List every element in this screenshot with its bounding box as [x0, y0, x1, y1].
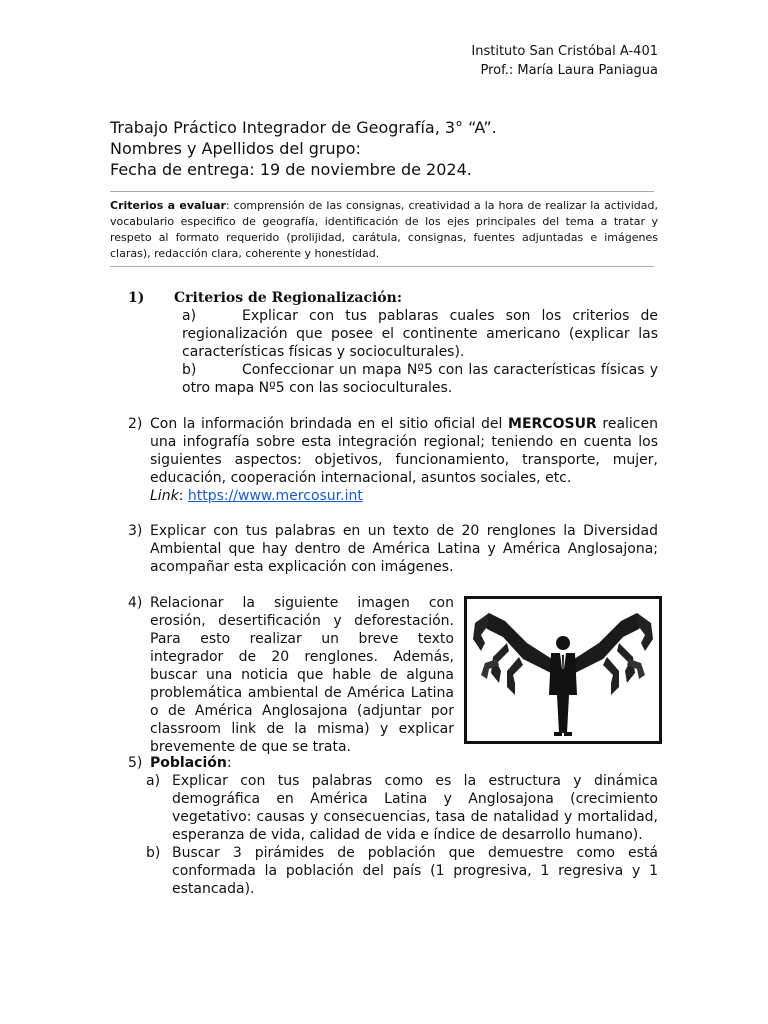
q2-number: 2) [128, 416, 143, 432]
man-with-excavator-wings-icon [467, 599, 659, 741]
q4-number: 4) [128, 595, 143, 611]
q1-heading: Criterios de Regionalización: [174, 290, 402, 306]
link-label: Link [150, 488, 179, 504]
document-title [110, 117, 497, 180]
q2-text: Con la información brindada en el sitio oficial del MERCOSUR realicen una infografía sobre esta integración regional; teniendo en cuenta los siguientes aspectos: objetivos, funcionamiento, transporte, mujer, educación, cooperación internacional, asuntos sociales, etc. Link: https://www.mercosur.int [150, 416, 658, 504]
excavator-wings-image [464, 596, 662, 744]
title-line-2: Nombres y Apellidos del grupo: [110, 139, 361, 158]
divider-top [110, 191, 654, 192]
q5-a-text: Explicar con tus palabras como es la estructura y dinámica demográfica en América Latina y Anglosajona (crecimiento vegetativo: causas y consecuencias, tasa de natalidad y mortalidad, esperanza de vida, calidad de vida e índice de desarrollo humano). [172, 773, 658, 843]
document-header [471, 42, 658, 80]
q1-item-a [182, 307, 658, 361]
q1-number: 1) [128, 290, 145, 306]
q3-number: 3) [128, 523, 143, 539]
q1-b-text: Confeccionar un mapa Nº5 con las características físicas y otro mapa Nº5 con las socioculturales. [182, 362, 658, 396]
criteria-text: : comprensión de las consignas, creatividad a la hora de realizar la actividad, vocabulario especifico de geografía, identificación de los ejes principales del tema a tratar y respeto al formato requerido (prolijidad, carátula, consignas, fuentes adjuntadas e imágenes claras), redacción clara, coherente y honestidad. [110, 199, 658, 260]
institution-name: Instituto San Cristóbal A-401 [471, 44, 658, 59]
criteria-label: Criterios a evaluar [110, 199, 226, 212]
divider-bottom [110, 266, 654, 267]
q5-b-text: Buscar 3 pirámides de población que demuestre como está conformada la población del país (1 progresiva, 1 regresiva y 1 estancada). [172, 845, 658, 897]
q2-text-before: Con la información brindada en el sitio oficial del [150, 416, 509, 432]
q3-text: Explicar con tus palabras en un texto de 20 renglones la Diversidad Ambiental que hay dentro de América Latina y América Anglosajona; acompañar esta explicación con imágenes. [150, 523, 658, 575]
q5-heading-wrap: Población: [150, 755, 232, 771]
title-line-3: Fecha de entrega: 19 de noviembre de 2024. [110, 160, 472, 179]
q5-number: 5) [128, 755, 143, 771]
q5-b-label: b) [146, 845, 161, 861]
q1-a-label: a) [182, 308, 197, 324]
q5-heading: Población [150, 755, 227, 771]
criteria-block [110, 198, 658, 262]
title-line-1: Trabajo Práctico Integrador de Geografía, 3° “A”. [110, 118, 497, 137]
q1-a-text: Explicar con tus pablaras cuales son los criterios de regionalización que posee el continente americano (explicar las características físicas y socioculturales). [182, 308, 658, 360]
mercosur-link[interactable]: https://www.mercosur.int [187, 488, 363, 504]
q4-text: Relacionar la siguiente imagen con erosión, desertificación y deforestación. Para esto realizar un breve texto integrador de 20 renglones. Además, buscar una noticia que hable de alguna problemática ambiental de América Latina o de América Anglosajona (adjuntar por classroom link de la misma) y explicar brevemente de que se trata. [150, 595, 454, 755]
mercosur-label: MERCOSUR [508, 416, 597, 432]
teacher-name: Prof.: María Laura Paniagua [480, 63, 658, 78]
q1-b-label: b) [182, 362, 197, 378]
q1-item-b [182, 361, 658, 397]
q2-text-after: realicen una infografía sobre esta integración regional; teniendo en cuenta los siguientes aspectos: objetivos, funcionamiento, transporte, mujer, educación, cooperación internacional, asuntos sociales, etc. [150, 416, 658, 486]
q5-a-label: a) [146, 773, 161, 789]
